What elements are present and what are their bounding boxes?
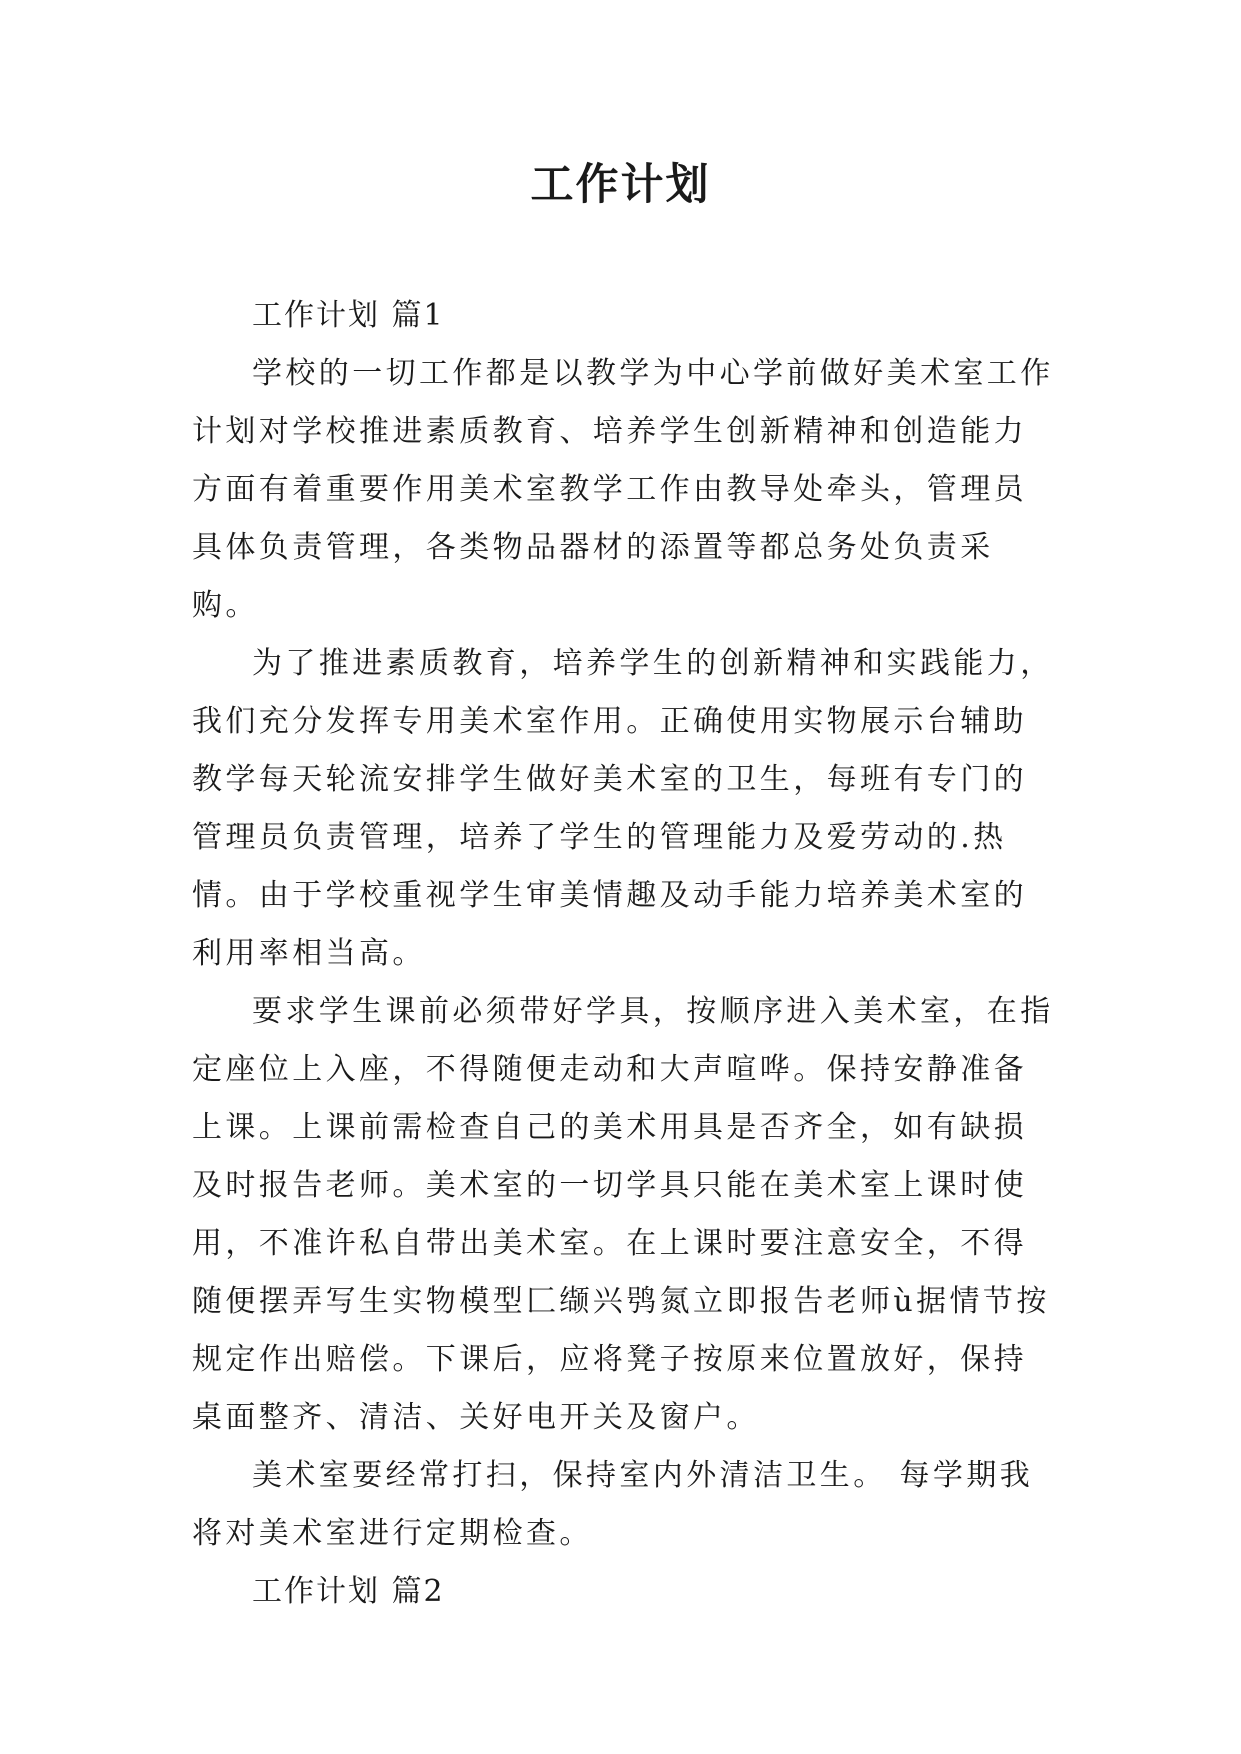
section-heading: 工作计划 篇1	[252, 298, 445, 333]
paragraph: 要求学生课前必须带好学具，按顺序进入美术室，在指定座位上入座，不得随便走动和大声喧哗。保持安静准备上课。上课前需检查自己的美术用具是否齐全，如有缺损及时报告老师。美术室的一切学具只能在美术室上课时使用，不准许私自带出美术室。在上课时要注意安全，不得随便摆弄写生实物模型匚缬兴鸮氮立即报告老师ù据情节按规定作出赔偿。下课后，应将凳子按原来位置放好，保持桌面整齐、清洁、关好电开关及窗户。	[192, 994, 1054, 1435]
paragraph: 学校的一切工作都是以教学为中心学前做好美术室工作计划对学校推进素质教育、培养学生创新精神和创造能力方面有着重要作用美术室教学工作由教导处牵头，管理员具体负责管理，各类物品器材的添置等都总务处负责采购。	[192, 356, 1054, 623]
section-heading: 工作计划 篇2	[252, 1574, 445, 1609]
document-title: 工作计划	[530, 160, 711, 210]
document-body	[192, 287, 1054, 1621]
paragraph: 美术室要经常打扫，保持室内外清洁卫生。 每学期我将对美术室进行定期检查。	[192, 1458, 1034, 1551]
paragraph: 为了推进素质教育，培养学生的创新精神和实践能力，我们充分发挥专用美术室作用。正确使用实物展示台辅助教学每天轮流安排学生做好美术室的卫生，每班有专门的管理员负责管理，培养了学生的管理能力及爱劳动的.热情。由于学校重视学生审美情趣及动手能力培养美术室的利用率相当高。	[192, 646, 1054, 971]
